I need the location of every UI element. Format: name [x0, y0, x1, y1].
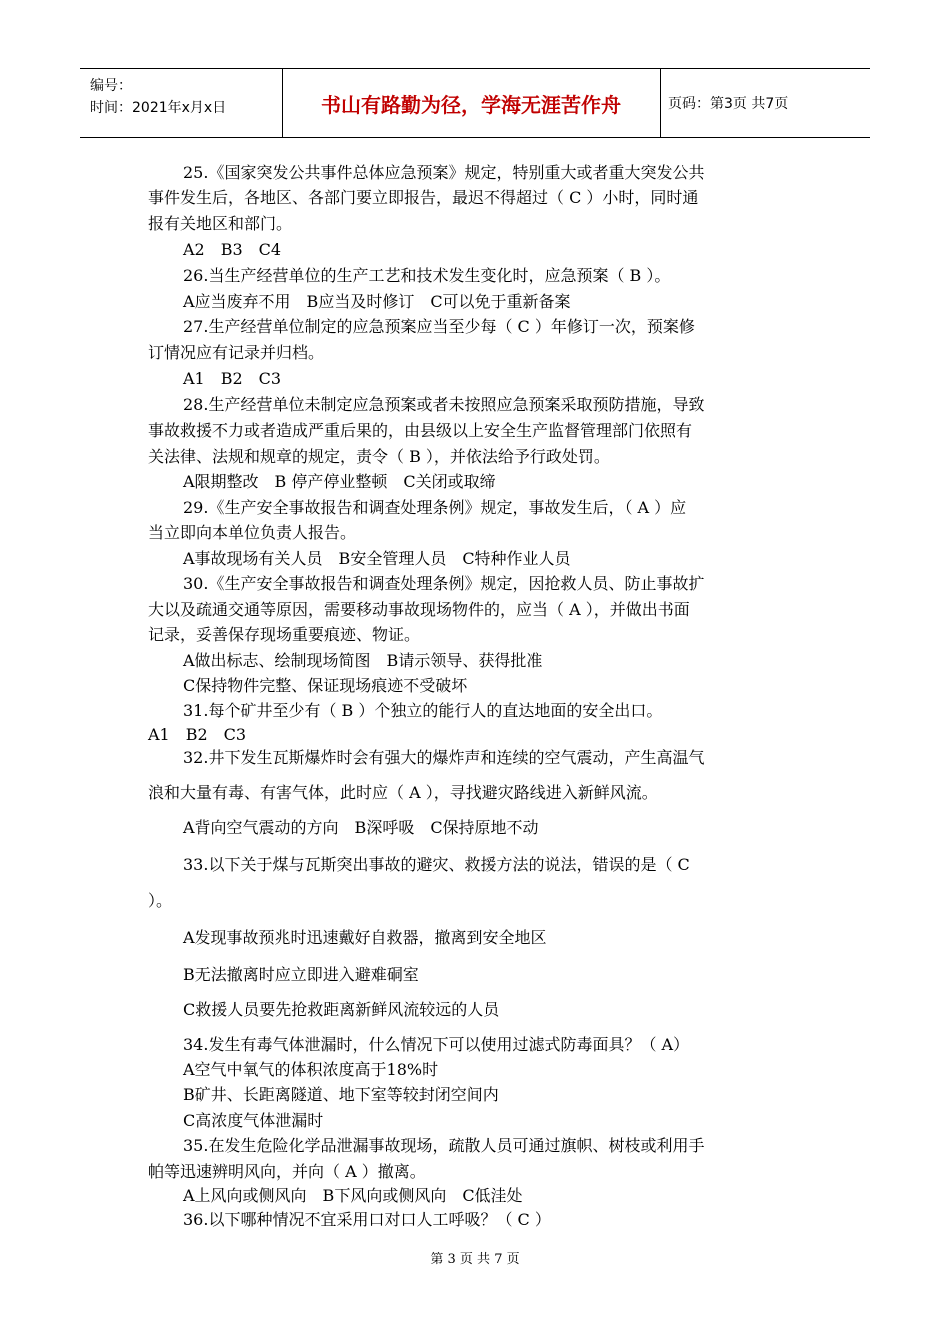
- text-line: C高浓度气体泄漏时: [183, 1111, 324, 1130]
- doc-number-label: 编号：: [90, 78, 132, 94]
- text-line: 浪和大量有毒、有害气体，此时应（ A ），寻找避灾路线进入新鲜风流。: [148, 783, 658, 802]
- text-line: 28.生产经营单位未制定应急预案或者未按照应急预案采取预防措施，导致: [183, 395, 705, 414]
- page-header: [80, 68, 870, 138]
- text-line: A上风向或侧风向 B下风向或侧风向 C低洼处: [183, 1186, 523, 1205]
- text-line: A2 B3 C4: [183, 240, 282, 259]
- text-line: A限期整改 B 停产停业整顿 C关闭或取缔: [183, 472, 496, 491]
- text-line: 33.以下关于煤与瓦斯突出事故的避灾、救援方法的说法，错误的是（ C: [183, 855, 690, 874]
- text-line: A做出标志、绘制现场简图 B请示领导、获得批准: [183, 651, 543, 670]
- text-line: 大以及疏通交通等原因，需要移动事故现场物件的，应当（ A ），并做出书面: [148, 600, 690, 619]
- text-line: 35.在发生危险化学品泄漏事故现场，疏散人员可通过旗帜、树枝或利用手: [183, 1136, 705, 1155]
- text-line: C保持物件完整、保证现场痕迹不受破坏: [183, 676, 468, 695]
- text-line: 当立即向本单位负责人报告。: [148, 523, 357, 542]
- text-line: 31.每个矿井至少有（ B ）个独立的能行人的直达地面的安全出口。: [183, 701, 663, 720]
- text-line: 关法律、法规和规章的规定，责令（ B ），并依法给予行政处罚。: [148, 447, 610, 466]
- text-line: C救援人员要先抢救距离新鲜风流较远的人员: [183, 1000, 500, 1019]
- header-page-info: 页码：第3页 共7页: [668, 96, 789, 112]
- text-line: 34.发生有毒气体泄漏时，什么情况下可以使用过滤式防毒面具？（ A）: [183, 1035, 690, 1054]
- text-line: 36.以下哪种情况不宜采用口对口人工呼吸？（ C ）: [183, 1210, 551, 1229]
- text-line: 27.生产经营单位制定的应急预案应当至少每（ C ）年修订一次，预案修: [183, 317, 695, 336]
- text-line: A发现事故预兆时迅速戴好自救器，撤离到安全地区: [183, 928, 547, 947]
- text-line: B无法撤离时应立即进入避难硐室: [183, 965, 419, 984]
- header-motto: 书山有路勤为径，学海无涯苦作舟: [282, 69, 661, 137]
- page-footer: 第 3 页 共 7 页: [430, 1252, 520, 1267]
- text-line: 30.《生产安全事故报告和调查处理条例》规定，因抢救人员、防止事故扩: [183, 574, 705, 593]
- text-line: 29.《生产安全事故报告和调查处理条例》规定，事故发生后，（ A ）应: [183, 498, 687, 517]
- text-line: 32.井下发生瓦斯爆炸时会有强大的爆炸声和连续的空气震动，产生高温气: [183, 748, 705, 767]
- text-line: A事故现场有关人员 B安全管理人员 C特种作业人员: [183, 549, 571, 568]
- header-meta: [80, 69, 283, 137]
- text-line: ）。: [148, 891, 173, 910]
- text-line: 报有关地区和部门。: [148, 214, 293, 233]
- text-line: 记录，妥善保存现场重要痕迹、物证。: [148, 625, 421, 644]
- text-line: 订情况应有记录并归档。: [148, 343, 325, 362]
- text-line: A1 B2 C3: [183, 369, 282, 388]
- text-line: A背向空气震动的方向 B深呼吸 C保持原地不动: [183, 818, 539, 837]
- text-line: A应当废弃不用 B应当及时修订 C可以免于重新备案: [183, 292, 571, 311]
- text-line: 事故救援不力或者造成严重后果的，由县级以上安全生产监督管理部门依照有: [148, 421, 693, 440]
- text-line: 帕等迅速辨明风向，并向（ A ）撤离。: [148, 1162, 426, 1181]
- text-line: A1 B2 C3: [148, 725, 247, 744]
- doc-date-label: 时间：2021年x月x日: [90, 100, 227, 116]
- text-line: 事件发生后，各地区、各部门要立即报告，最迟不得超过（ C ）小时，同时通: [148, 188, 699, 207]
- text-line: A空气中氧气的体积浓度高于18%时: [183, 1060, 439, 1079]
- text-line: 26.当生产经营单位的生产工艺和技术发生变化时，应急预案（ B ）。: [183, 266, 671, 285]
- text-line: B矿井、长距离隧道、地下室等较封闭空间内: [183, 1085, 499, 1104]
- text-line: 25.《国家突发公共事件总体应急预案》规定，特别重大或者重大突发公共: [183, 163, 705, 182]
